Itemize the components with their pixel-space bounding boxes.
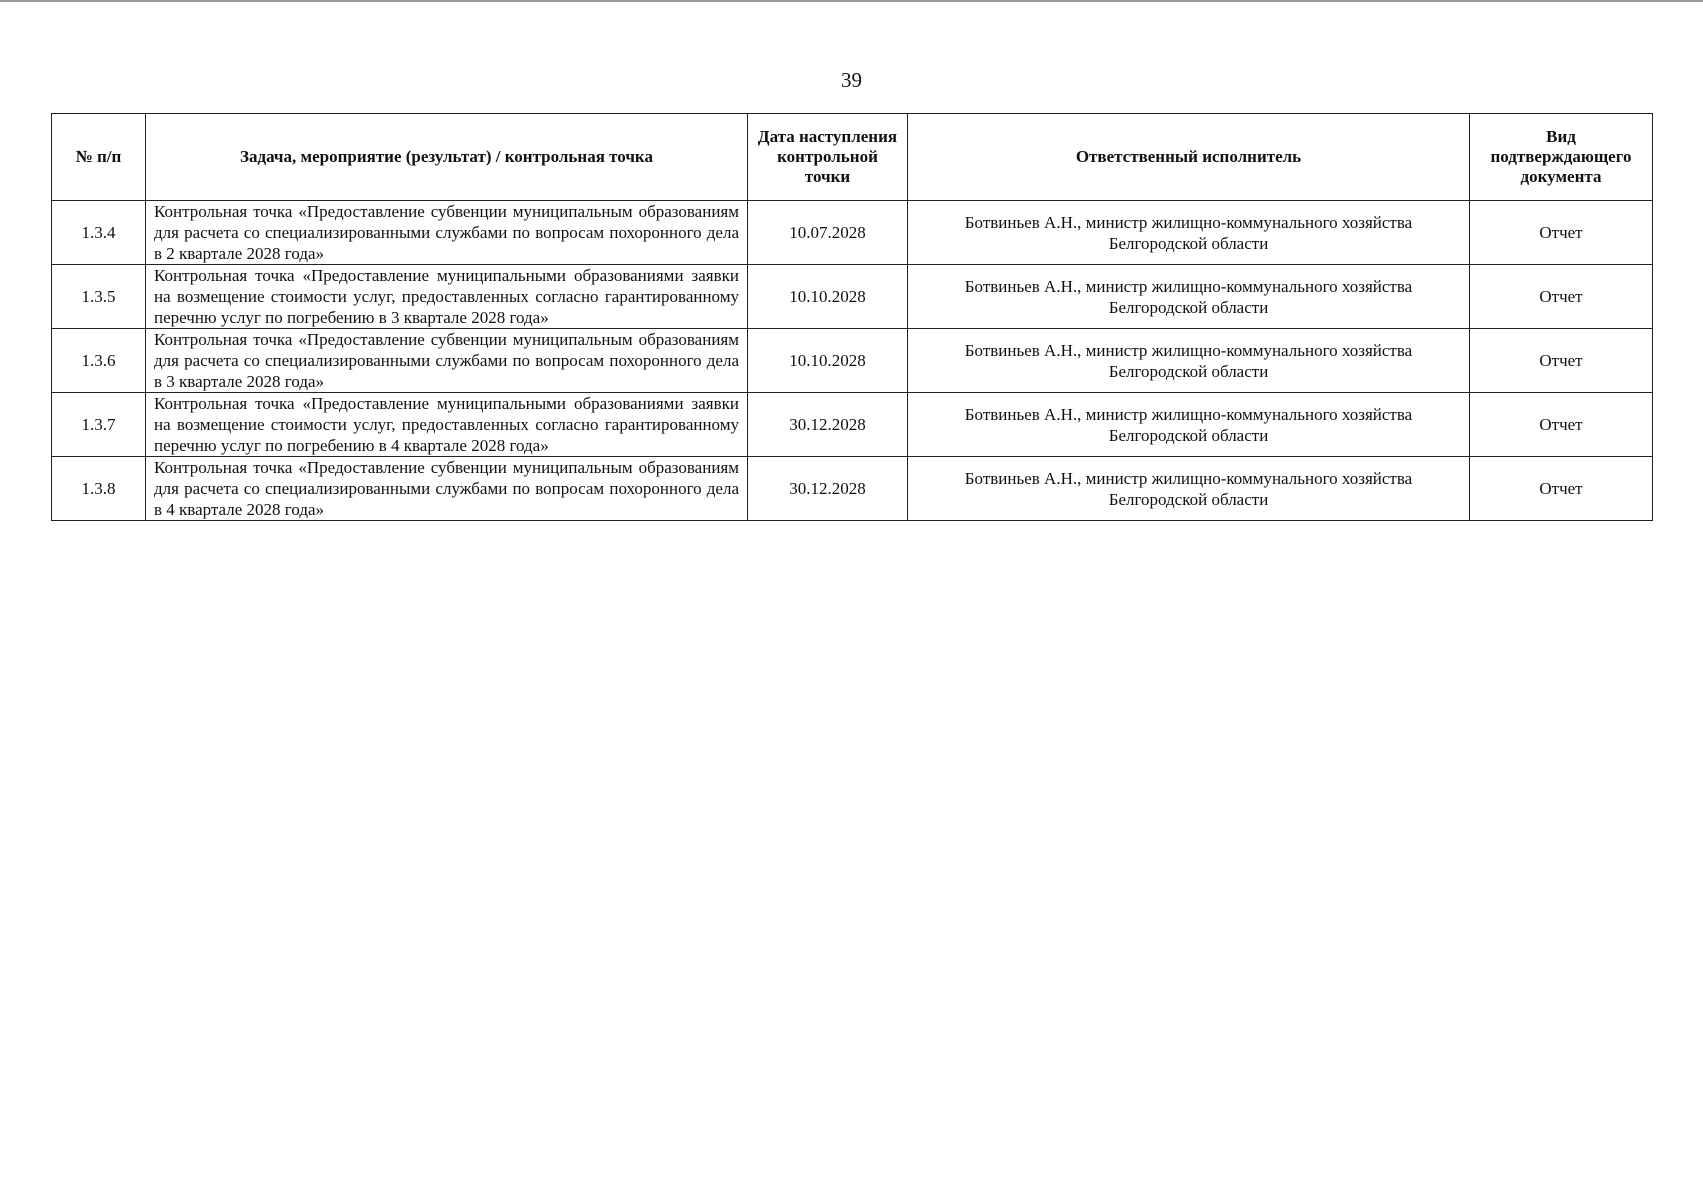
row-document-type: Отчет	[1470, 457, 1653, 521]
table-row	[52, 457, 1653, 521]
row-responsible	[908, 329, 1470, 393]
row-responsible	[908, 393, 1470, 457]
responsible-person: Ботвиньев А.Н., министр жилищно-коммунального хозяйства	[964, 276, 1413, 296]
table-header	[52, 114, 1653, 201]
table-row	[52, 329, 1653, 393]
page-number: 39	[841, 68, 862, 92]
header-num: № п/п	[52, 114, 146, 201]
responsible-region: Белгородской области	[1108, 425, 1269, 445]
row-task: Контрольная точка «Предоставление муниципальными образованиями заявки на возмещение стоимости услуг, предоставленных согласно гарантированному перечню услуг по погребению в 4 квартале 2028 года»	[146, 393, 748, 457]
scan-top-rule	[0, 0, 1703, 2]
row-responsible	[908, 457, 1470, 521]
row-document-type: Отчет	[1470, 393, 1653, 457]
header-doc: Вид подтверждающего документа	[1470, 114, 1653, 201]
table-body	[52, 201, 1653, 521]
header-task: Задача, мероприятие (результат) / контрольная точка	[146, 114, 748, 201]
row-date: 10.07.2028	[748, 201, 908, 265]
table-row	[52, 265, 1653, 329]
row-number: 1.3.5	[52, 265, 146, 329]
responsible-person: Ботвиньев А.Н., министр жилищно-коммунального хозяйства	[964, 468, 1413, 488]
responsible-person: Ботвиньев А.Н., министр жилищно-коммунального хозяйства	[964, 340, 1413, 360]
row-number: 1.3.8	[52, 457, 146, 521]
row-number: 1.3.4	[52, 201, 146, 265]
row-date: 30.12.2028	[748, 393, 908, 457]
row-task: Контрольная точка «Предоставление субвенции муниципальным образованиям для расчета со специализированными службами по вопросам похоронного дела в 3 квартале 2028 года»	[146, 329, 748, 393]
header-row	[52, 114, 1653, 201]
header-date: Дата наступления контрольной точки	[748, 114, 908, 201]
header-responsible: Ответственный исполнитель	[908, 114, 1470, 201]
responsible-person: Ботвиньев А.Н., министр жилищно-коммунального хозяйства	[964, 404, 1413, 424]
row-task: Контрольная точка «Предоставление субвенции муниципальным образованиям для расчета со специализированными службами по вопросам похоронного дела в 4 квартале 2028 года»	[146, 457, 748, 521]
responsible-person: Ботвиньев А.Н., министр жилищно-коммунального хозяйства	[964, 212, 1413, 232]
row-document-type: Отчет	[1470, 265, 1653, 329]
row-task: Контрольная точка «Предоставление субвенции муниципальным образованиям для расчета со специализированными службами по вопросам похоронного дела в 2 квартале 2028 года»	[146, 201, 748, 265]
control-points-table	[51, 113, 1653, 521]
row-task: Контрольная точка «Предоставление муниципальными образованиями заявки на возмещение стоимости услуг, предоставленных согласно гарантированному перечню услуг по погребению в 3 квартале 2028 года»	[146, 265, 748, 329]
row-date: 30.12.2028	[748, 457, 908, 521]
responsible-region: Белгородской области	[1108, 361, 1269, 381]
table-row	[52, 201, 1653, 265]
responsible-region: Белгородской области	[1108, 233, 1269, 253]
row-responsible	[908, 201, 1470, 265]
row-date: 10.10.2028	[748, 329, 908, 393]
row-document-type: Отчет	[1470, 329, 1653, 393]
row-date: 10.10.2028	[748, 265, 908, 329]
responsible-region: Белгородской области	[1108, 489, 1269, 509]
row-number: 1.3.7	[52, 393, 146, 457]
row-document-type: Отчет	[1470, 201, 1653, 265]
row-responsible	[908, 265, 1470, 329]
table-row	[52, 393, 1653, 457]
responsible-region: Белгородской области	[1108, 297, 1269, 317]
row-number: 1.3.6	[52, 329, 146, 393]
